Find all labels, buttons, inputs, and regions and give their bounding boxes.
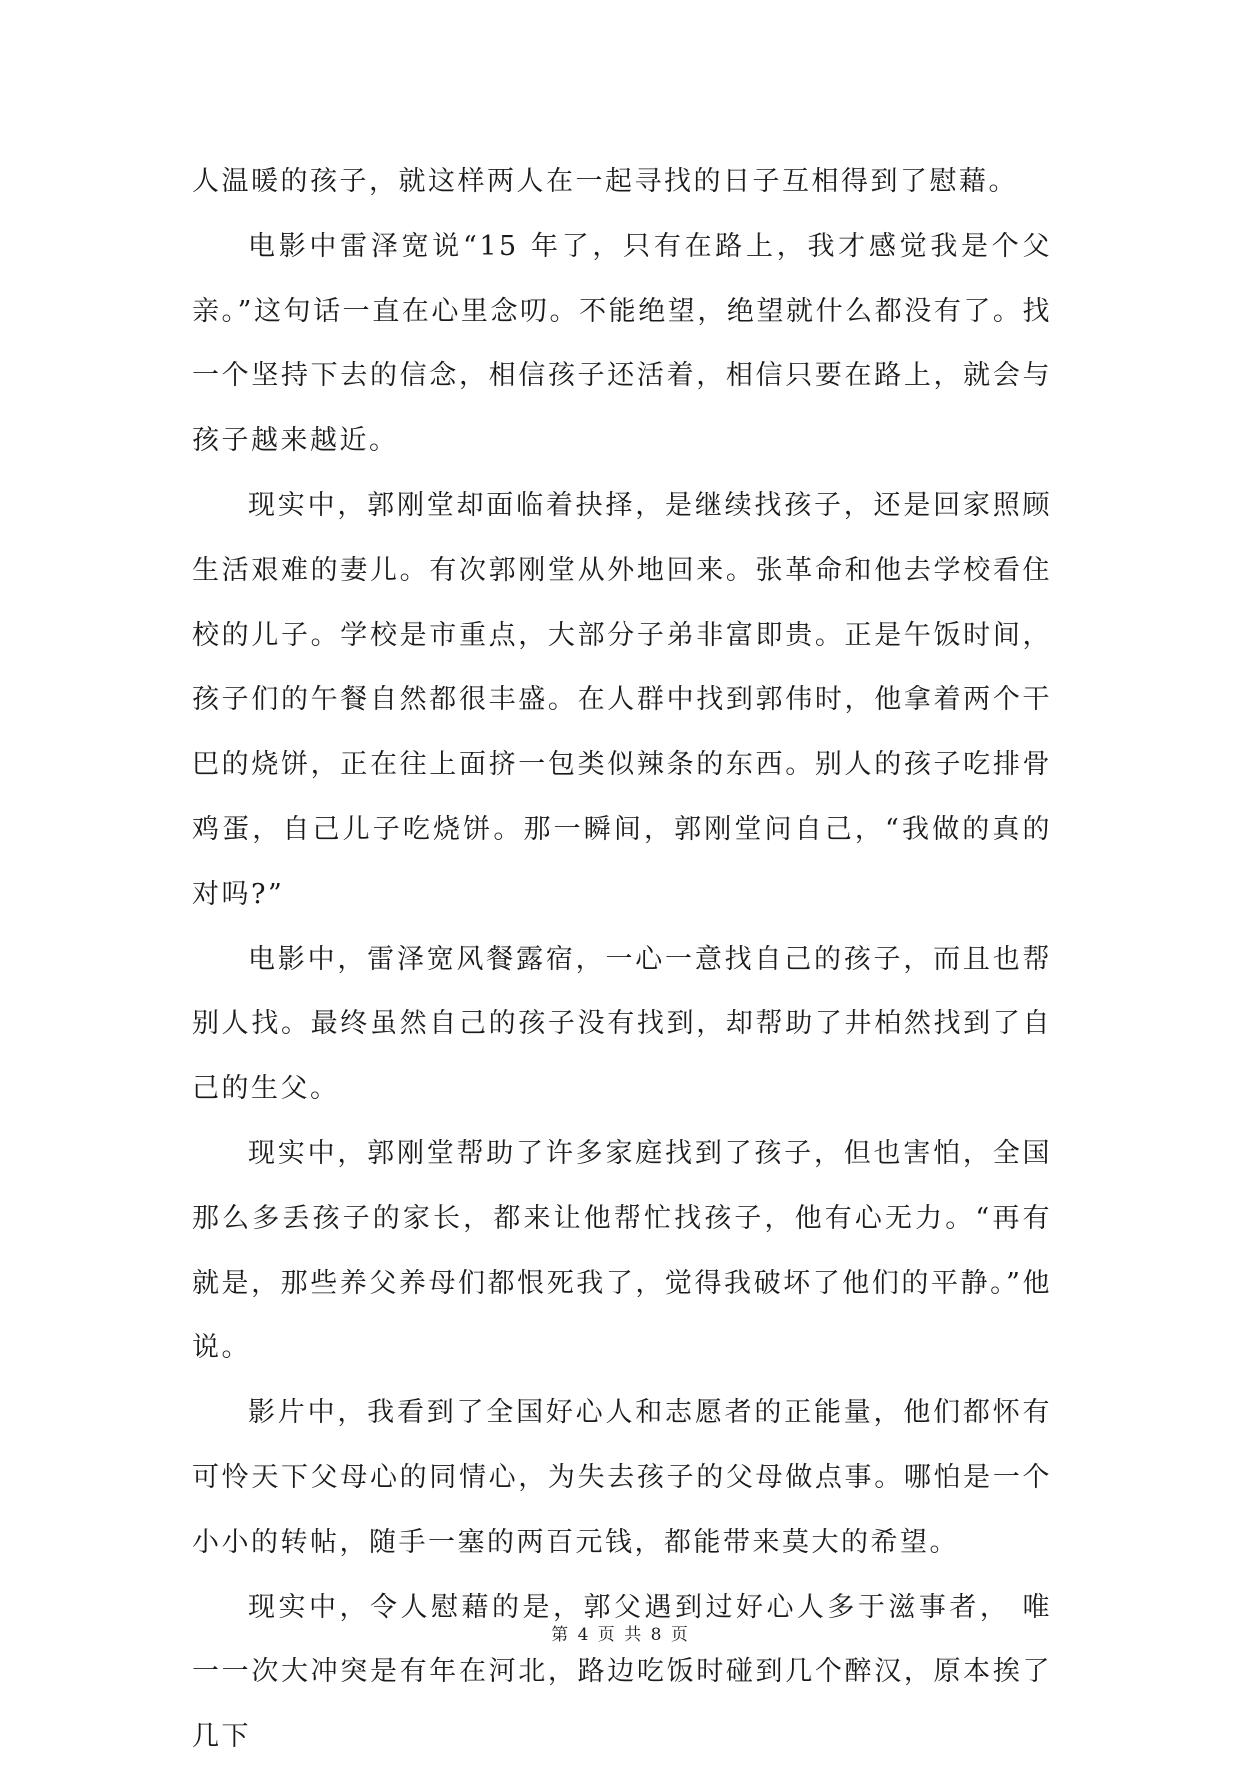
paragraph-4: 电影中，雷泽宽风餐露宿，一心一意找自己的孩子，而且也帮别人找。最终虽然自己的孩子没有找到，却帮助了井柏然找到了自己的生父。 [192,943,1052,1105]
document-body [192,150,1052,1770]
paragraph-2: 电影中雷泽宽说“15 年了，只有在路上，我才感觉我是个父亲。”这句话一直在心里念叨。不能绝望，绝望就什么都没有了。找一个坚持下去的信念，相信孩子还活着，相信只要在路上，就会与孩子越来越近。 [192,230,1052,457]
paragraph-7: 现实中，令人慰藉的是，郭父遇到过好心人多于滋事者， 唯一一次大冲突是有年在河北，路边吃饭时碰到几个醉汉，原本挨了几下 [192,1591,1052,1753]
paragraph-3: 现实中，郭刚堂却面临着抉择，是继续找孩子，还是回家照顾生活艰难的妻儿。有次郭刚堂从外地回来。张革命和他去学校看住校的儿子。学校是市重点，大部分子弟非富即贵。正是午饭时间，孩子们的午餐自然都很丰盛。在人群中找到郭伟时，他拿着两个干巴的烧饼，正在往上面挤一包类似辣条的东西。别人的孩子吃排骨鸡蛋，自己儿子吃烧饼。那一瞬间，郭刚堂问自己，“我做的真的对吗?” [192,489,1052,910]
paragraph-5: 现实中，郭刚堂帮助了许多家庭找到了孩子，但也害怕，全国那么多丢孩子的家长，都来让他帮忙找孩子，他有心无力。“再有就是，那些养父养母们都恨死我了，觉得我破坏了他们的平静。”他说。 [192,1137,1052,1364]
paragraph-6: 影片中，我看到了全国好心人和志愿者的正能量，他们都怀有可怜天下父母心的同情心，为失去孩子的父母做点事。哪怕是一个小小的转帖，随手一塞的两百元钱，都能带来莫大的希望。 [192,1397,1052,1558]
page-footer: 第 4 页 共 8 页 [551,1625,690,1645]
paragraph-1: 人温暖的孩子，就这样两人在一起寻找的日子互相得到了慰藉。 [192,166,1018,197]
